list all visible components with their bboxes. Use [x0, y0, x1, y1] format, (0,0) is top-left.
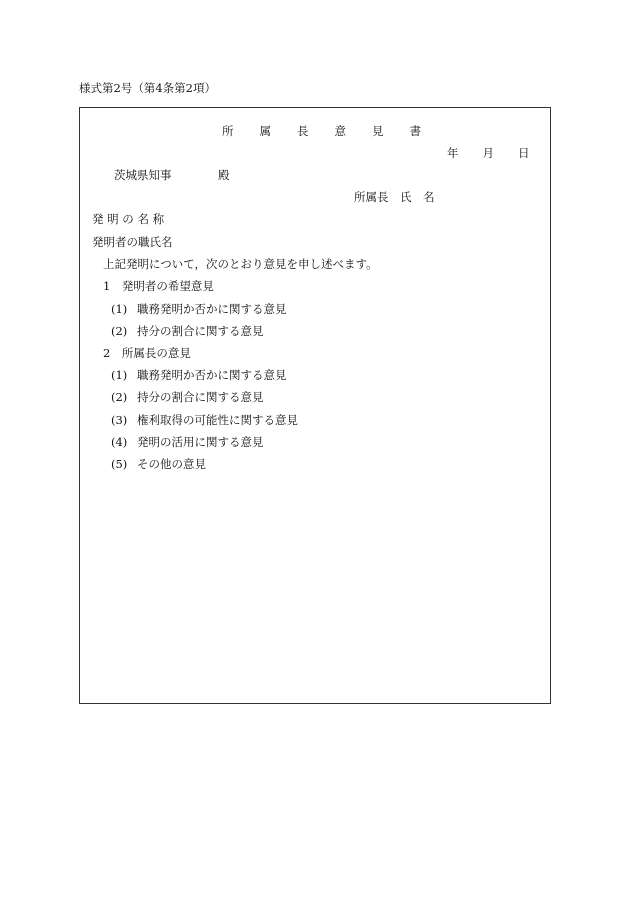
section-number: 1	[103, 279, 111, 293]
invention-name-label: 発 明 の 名 称	[92, 212, 165, 226]
item-number: (1)	[111, 302, 128, 316]
section-title: 発明者の希望意見	[121, 279, 214, 293]
date-year-label: 年	[447, 146, 459, 160]
date-day-label: 日	[518, 146, 530, 160]
list-item	[111, 324, 264, 338]
item-number: (3)	[111, 413, 128, 427]
title-char: 書	[409, 124, 421, 138]
department-head-name-label: 所属長 氏 名	[354, 190, 435, 204]
item-text: 職務発明か否かに関する意見	[137, 302, 287, 316]
list-item	[111, 435, 264, 449]
item-number: (2)	[111, 324, 128, 338]
section-heading	[103, 279, 214, 293]
item-text: 持分の割合に関する意見	[137, 324, 264, 338]
list-item	[111, 302, 287, 316]
item-text: 発明の活用に関する意見	[137, 435, 264, 449]
addressee: 茨城県知事	[114, 168, 172, 182]
form-number: 様式第2号（第4条第2項）	[79, 81, 216, 95]
list-item	[111, 368, 287, 382]
title-char: 長	[297, 124, 309, 138]
section-title: 所属長の意見	[121, 346, 191, 360]
section-heading	[103, 346, 191, 360]
item-text: 権利取得の可能性に関する意見	[137, 413, 298, 427]
item-number: (1)	[111, 368, 128, 382]
date-month-label: 月	[482, 146, 494, 160]
form-frame	[79, 107, 551, 704]
item-number: (5)	[111, 457, 128, 471]
title-char: 属	[259, 124, 271, 138]
honorific: 殿	[218, 168, 230, 182]
section-number: 2	[103, 346, 111, 360]
item-text: 持分の割合に関する意見	[137, 390, 264, 404]
item-number: (4)	[111, 435, 128, 449]
inventor-title-name-label: 発明者の職氏名	[92, 235, 173, 249]
title-char: 意	[334, 124, 346, 138]
list-item	[111, 457, 206, 471]
document-title	[222, 124, 421, 138]
list-item	[111, 390, 264, 404]
list-item	[111, 413, 298, 427]
title-char: 所	[222, 124, 234, 138]
item-text: その他の意見	[137, 457, 206, 471]
intro-text: 上記発明について，次のとおり意見を申し述べます。	[103, 257, 378, 271]
title-char: 見	[372, 124, 384, 138]
date-line	[447, 146, 530, 160]
item-text: 職務発明か否かに関する意見	[137, 368, 287, 382]
item-number: (2)	[111, 390, 128, 404]
